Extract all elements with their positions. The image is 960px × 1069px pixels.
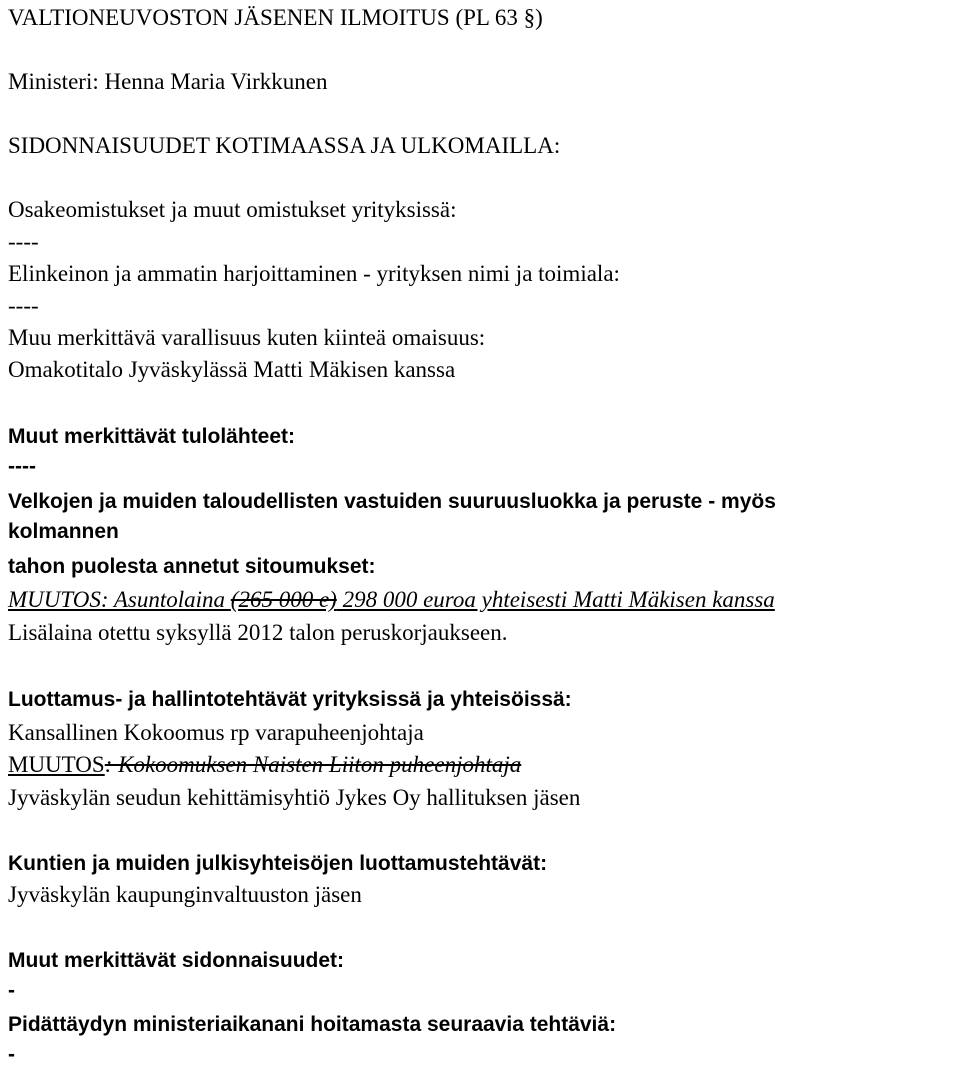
debts-extra: Lisälaina otettu syksyllä 2012 talon peruskorjaukseen. (8, 620, 508, 645)
debts-change (8, 586, 775, 614)
positions-item-1: Kansallinen Kokoomus rp varapuheenjohtaja (8, 720, 424, 745)
shareholdings-heading: Osakeomistukset ja muut omistukset yrityksissä: (8, 197, 457, 222)
positions-heading: Luottamus- ja hallintotehtävät yrityksissä ja yhteisöissä: (8, 688, 572, 711)
positions-change (8, 751, 521, 779)
municipal-value: Jyväskylän kaupunginvaltuuston jäsen (8, 882, 362, 907)
business-value: ---- (8, 293, 39, 318)
document-title: VALTIONEUVOSTON JÄSENEN ILMOITUS (PL 63 §) (8, 5, 543, 30)
debts-change-rest: 298 000 euroa yhteisesti Matti Mäkisen kanssa (336, 587, 775, 612)
section-heading: SIDONNAISUUDET KOTIMAASSA JA ULKOMAILLA: (8, 133, 561, 158)
debts-heading-line3: tahon puolesta annetut sitoumukset: (8, 555, 376, 578)
property-value: Omakotitalo Jyväskylässä Matti Mäkisen kanssa (8, 357, 456, 382)
refrain-heading: Pidättäydyn ministeriaikanani hoitamasta seuraavia tehtäviä: (8, 1013, 617, 1036)
debts-heading-line2: kolmannen (8, 520, 119, 543)
property-heading: Muu merkittävä varallisuus kuten kiinteä omaisuus: (8, 325, 486, 350)
municipal-heading: Kuntien ja muiden julkisyhteisöjen luottamustehtävät: (8, 852, 548, 875)
positions-change-struck: : Kokoomuksen Naisten Liiton puheenjohtaja (104, 752, 522, 777)
income-value: ---- (8, 455, 36, 478)
other-ties-value: - (8, 979, 15, 1002)
minister-name: Ministeri: Henna Maria Virkkunen (8, 69, 328, 94)
business-heading: Elinkeinon ja ammatin harjoittaminen - yrityksen nimi ja toimiala: (8, 261, 620, 286)
positions-item-2: Jyväskylän seudun kehittämisyhtiö Jykes Oy hallituksen jäsen (8, 785, 581, 810)
shareholdings-value: ---- (8, 229, 39, 254)
other-ties-heading: Muut merkittävät sidonnaisuudet: (8, 949, 345, 972)
income-heading: Muut merkittävät tulolähteet: (8, 425, 296, 448)
debts-change-prefix: MUUTOS: Asuntolaina (8, 587, 231, 612)
debts-heading-line1: Velkojen ja muiden taloudellisten vastuiden suuruusluokka ja peruste - myös (8, 490, 776, 513)
positions-change-label: MUUTOS (8, 752, 105, 777)
debts-change-struck: (265 000 e) (230, 587, 337, 612)
refrain-value: - (8, 1043, 15, 1066)
